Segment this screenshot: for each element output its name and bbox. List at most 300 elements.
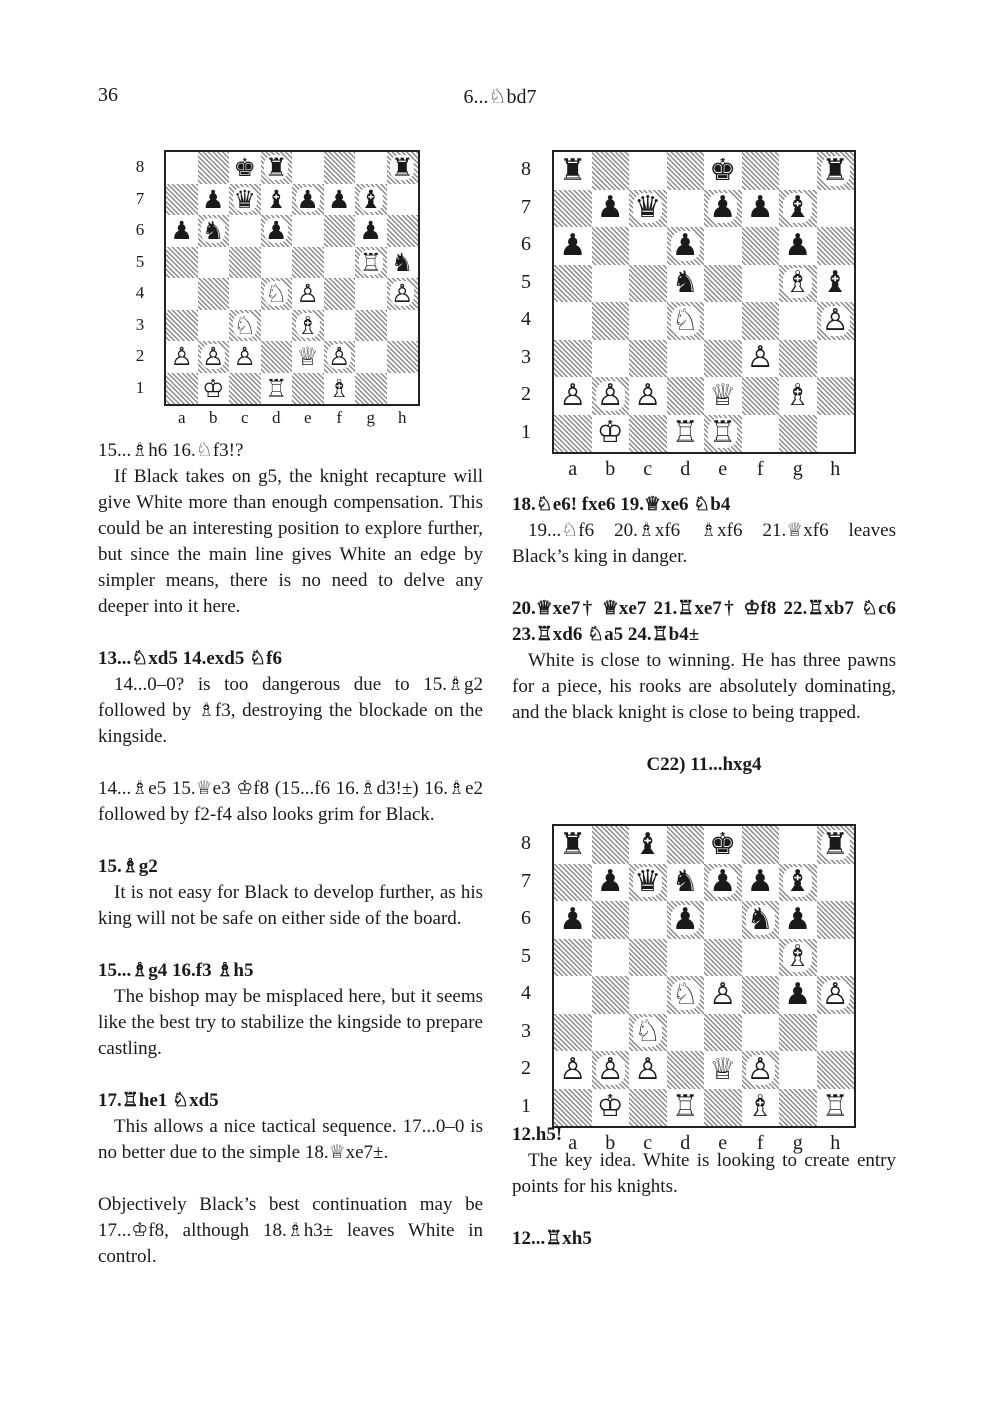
file-label: h [830,458,841,480]
square-c1 [629,415,667,453]
chess-piece-icon: ♙ [391,279,414,309]
square-c5 [229,247,261,279]
chessboard [164,150,420,406]
square-f7 [742,864,780,902]
square-g5 [779,265,817,303]
file-label: c [240,408,249,427]
square-b3 [198,310,230,342]
rank-label: 3 [135,314,145,334]
square-a1 [166,373,198,405]
paragraph: White is close to winning. He has three pawns for a piece, his rooks are absolutely dominating, and the black knight is close to being trapped. [512,650,896,723]
square-h7 [817,190,855,228]
square-b4 [592,302,630,340]
chess-piece-icon: ♔ [202,373,225,403]
move-heading: 18.♘e6! fxe6 19.♕xe6 ♘b4 [512,494,731,515]
rank-label: 4 [521,308,531,331]
square-g2 [779,377,817,415]
square-b1 [592,415,630,453]
chess-piece-icon: ♟ [784,976,812,1012]
square-g4 [355,278,387,310]
chess-piece-icon: ♞ [671,265,699,301]
chess-piece-icon: ♙ [821,976,849,1012]
left-column [98,438,483,1270]
chess-piece-icon: ♟ [746,864,774,900]
square-f2 [742,377,780,415]
square-f3 [324,310,356,342]
square-a8 [166,152,198,184]
chess-piece-icon: ♞ [202,216,225,246]
rank-label: 2 [521,383,531,406]
square-d6 [667,227,705,265]
square-b1 [198,373,230,405]
rank-label: 8 [521,158,531,181]
square-a8 [554,826,592,864]
square-h2 [387,341,419,373]
square-e7 [292,184,324,216]
square-f2 [742,1051,780,1089]
chess-piece-icon: ♟ [671,901,699,937]
file-label: b [605,1132,616,1154]
square-c3 [629,1014,667,1052]
chess-piece-icon: ♙ [634,377,662,413]
chess-piece-icon: ♜ [559,152,587,188]
square-e7 [704,190,742,228]
chess-piece-icon: ♜ [391,153,414,183]
square-e5 [292,247,324,279]
square-d6 [667,901,705,939]
chess-piece-icon: ♟ [596,864,624,900]
square-g8 [779,152,817,190]
square-d5 [667,265,705,303]
square-g7 [779,190,817,228]
rank-label: 2 [521,1057,531,1080]
square-f7 [324,184,356,216]
square-g5 [779,939,817,977]
chess-piece-icon: ♙ [328,342,351,372]
move-heading: 12...♖xh5 [512,1228,592,1249]
square-a7 [166,184,198,216]
square-a6 [554,227,592,265]
square-f5 [742,265,780,303]
file-label: h [830,1132,841,1154]
rank-label: 7 [521,869,531,892]
paragraph: Objectively Black’s best continuation may be 17...♔f8, although 18.♗h3± leaves White in control. [98,1194,483,1267]
square-g5 [355,247,387,279]
chess-piece-icon: ♝ [359,184,382,214]
square-e6 [292,215,324,247]
chess-piece-icon: ♜ [821,826,849,862]
square-d6 [261,215,293,247]
paragraph: 14...♗e5 15.♕e3 ♔f8 (15...f6 16.♗d3!±) 16.♗e2 followed by f2-f4 also looks grim for Black. [98,778,483,825]
chess-piece-icon: ♝ [784,190,812,226]
square-b5 [592,265,630,303]
chess-piece-icon: ♙ [596,377,624,413]
square-g4 [779,976,817,1014]
rank-label: 5 [521,944,531,967]
square-c6 [629,227,667,265]
square-f6 [742,901,780,939]
square-d3 [667,340,705,378]
rank-label: 7 [521,195,531,218]
chess-piece-icon: ♜ [821,152,849,188]
chess-piece-icon: ♙ [746,1051,774,1087]
chess-piece-icon: ♝ [784,864,812,900]
square-h8 [387,152,419,184]
square-c1 [229,373,261,405]
square-g3 [779,340,817,378]
square-e4 [704,976,742,1014]
square-a7 [554,190,592,228]
chess-piece-icon: ♛ [233,184,256,214]
square-f6 [324,215,356,247]
chessboard [552,150,856,454]
square-d4 [667,302,705,340]
square-e8 [704,152,742,190]
move-heading: 17.♖he1 ♘xd5 [98,1090,219,1111]
square-d1 [667,415,705,453]
square-g1 [355,373,387,405]
square-b5 [198,247,230,279]
chess-piece-icon: ♙ [634,1051,662,1087]
square-c2 [229,341,261,373]
square-g6 [355,215,387,247]
chess-piece-icon: ♙ [559,1051,587,1087]
square-e4 [292,278,324,310]
square-g2 [355,341,387,373]
chess-piece-icon: ♟ [265,216,288,246]
square-b6 [592,227,630,265]
square-c3 [629,340,667,378]
rank-label: 8 [521,832,531,855]
chess-piece-icon: ♘ [671,302,699,338]
chess-piece-icon: ♖ [821,1089,849,1125]
square-b4 [198,278,230,310]
square-h3 [817,340,855,378]
square-c4 [229,278,261,310]
paragraph: It is not easy for Black to develop further, as his king will not be safe on either side of the board. [98,882,483,929]
square-b2 [198,341,230,373]
square-g3 [355,310,387,342]
square-c3 [229,310,261,342]
square-c7 [229,184,261,216]
chess-piece-icon: ♟ [296,184,319,214]
square-g8 [355,152,387,184]
square-a2 [554,1051,592,1089]
chess-piece-icon: ♟ [784,901,812,937]
chess-piece-icon: ♛ [634,190,662,226]
rank-label: 5 [521,270,531,293]
chess-piece-icon: ♗ [784,939,812,975]
file-label: d [272,408,281,427]
chess-piece-icon: ♘ [233,310,256,340]
square-g4 [779,302,817,340]
move-heading: 15.♗g2 [98,856,158,877]
square-b8 [198,152,230,184]
chess-piece-icon: ♗ [328,373,351,403]
file-label: g [792,1132,803,1154]
file-label: a [568,458,578,480]
square-e2 [292,341,324,373]
file-label: e [303,408,312,427]
square-f6 [742,227,780,265]
square-f3 [742,340,780,378]
square-g1 [779,415,817,453]
square-b6 [198,215,230,247]
file-label: e [718,1132,728,1154]
square-e4 [704,302,742,340]
chess-piece-icon: ♔ [596,415,624,451]
square-a5 [166,247,198,279]
rank-label: 6 [521,233,531,256]
square-a6 [166,215,198,247]
chess-piece-icon: ♗ [784,377,812,413]
chess-piece-icon: ♜ [559,826,587,862]
chess-piece-icon: ♖ [671,415,699,451]
square-h7 [387,184,419,216]
chess-piece-icon: ♙ [233,342,256,372]
square-a4 [554,302,592,340]
paragraph: The bishop may be misplaced here, but it seems like the best try to stabilize the kingside to prepare castling. [98,986,483,1059]
square-b1 [592,1089,630,1127]
square-f5 [324,247,356,279]
move-heading: 13...♘xd5 14.exd5 ♘f6 [98,648,282,669]
chess-piece-icon: ♟ [328,184,351,214]
square-f8 [742,152,780,190]
square-d2 [667,377,705,415]
chess-piece-icon: ♘ [265,279,288,309]
square-c8 [229,152,261,184]
chess-piece-icon: ♟ [170,216,193,246]
rank-label: 5 [135,251,145,271]
square-h5 [817,265,855,303]
square-b7 [592,864,630,902]
rank-label: 1 [521,1094,531,1117]
chess-piece-icon: ♖ [709,415,737,451]
square-b8 [592,152,630,190]
square-e1 [704,415,742,453]
chess-piece-icon: ♙ [596,1051,624,1087]
square-a1 [554,415,592,453]
square-h4 [817,976,855,1014]
rank-label: 6 [521,907,531,930]
file-label: c [643,458,653,480]
file-label: h [398,408,407,427]
chess-piece-icon: ♟ [596,190,624,226]
chess-piece-icon: ♟ [709,864,737,900]
chess-piece-icon: ♟ [709,190,737,226]
square-f1 [742,415,780,453]
move-heading: 15...♗g4 16.f3 ♗h5 [98,960,254,981]
square-g6 [779,227,817,265]
square-a5 [554,265,592,303]
square-g7 [355,184,387,216]
square-e2 [704,377,742,415]
chess-piece-icon: ♕ [709,1051,737,1087]
square-f4 [324,278,356,310]
square-h3 [387,310,419,342]
rank-label: 1 [135,377,145,397]
square-h5 [387,247,419,279]
chess-piece-icon: ♙ [170,342,193,372]
square-c8 [629,152,667,190]
rank-label: 4 [135,283,145,303]
rank-label: 7 [135,188,145,208]
move-heading: 20.♕xe7† ♕xe7 21.♖xe7† ♔f8 22.♖xb7 ♘c6 23.♖xd6 ♘a5 24.♖b4± [512,598,896,645]
file-label: d [680,1132,691,1154]
square-c7 [629,190,667,228]
file-label: f [336,408,343,427]
chess-piece-icon: ♔ [596,1089,624,1125]
rank-label: 3 [521,345,531,368]
move-heading: 12.h5! [512,1124,563,1145]
chess-piece-icon: ♜ [265,153,288,183]
square-c2 [629,377,667,415]
square-f1 [324,373,356,405]
file-label: a [568,1132,578,1154]
square-a8 [554,152,592,190]
chess-piece-icon: ♙ [202,342,225,372]
square-b2 [592,377,630,415]
square-e5 [704,265,742,303]
file-label: b [209,408,218,427]
square-a3 [166,310,198,342]
square-f1 [742,1089,780,1127]
chess-piece-icon: ♚ [709,826,737,862]
chess-piece-icon: ♟ [784,227,812,263]
chess-piece-icon: ♟ [671,227,699,263]
chess-piece-icon: ♝ [265,184,288,214]
square-f7 [742,190,780,228]
chess-piece-icon: ♗ [296,310,319,340]
chess-piece-icon: ♞ [391,247,414,277]
chess-piece-icon: ♕ [296,342,319,372]
square-d1 [667,1089,705,1127]
square-g7 [779,864,817,902]
file-label: f [756,1132,764,1154]
paragraph: 14...0–0? is too dangerous due to 15.♗g2 followed by ♗f3, destroying the blockade on the kingside. [98,674,483,747]
chess-piece-icon: ♞ [671,864,699,900]
chess-piece-icon: ♗ [746,1089,774,1125]
paragraph: 19...♘f6 20.♗xf6 ♗xf6 21.♕xf6 leaves Black’s king in danger. [512,520,896,567]
paragraph: 15...♗h6 16.♘f3!? [98,440,244,461]
chess-piece-icon: ♕ [709,377,737,413]
right-column [512,492,896,1252]
chess-piece-icon: ♗ [784,265,812,301]
rank-label: 6 [135,220,145,240]
square-d1 [261,373,293,405]
file-label: c [643,1132,653,1154]
square-e7 [704,864,742,902]
rank-label: 3 [521,1019,531,1042]
square-h4 [817,302,855,340]
square-e3 [704,340,742,378]
move-heading: C22) 11...hxg4 [646,754,762,775]
square-e3 [292,310,324,342]
file-label: d [680,458,691,480]
chess-piece-icon: ♟ [202,184,225,214]
square-d8 [261,152,293,184]
square-h2 [817,377,855,415]
chess-piece-icon: ♖ [265,373,288,403]
paragraph: This allows a nice tactical sequence. 17...0–0 is no better due to the simple 18.♕xe7±. [98,1116,483,1163]
chess-piece-icon: ♞ [746,901,774,937]
square-e1 [292,373,324,405]
square-c5 [629,265,667,303]
file-label: g [792,458,803,480]
square-b7 [198,184,230,216]
square-d3 [261,310,293,342]
chess-piece-icon: ♘ [671,976,699,1012]
square-f2 [324,341,356,373]
square-h1 [817,415,855,453]
square-c6 [229,215,261,247]
square-f8 [324,152,356,184]
square-g6 [779,901,817,939]
square-h1 [387,373,419,405]
chess-piece-icon: ♚ [709,152,737,188]
square-d7 [667,190,705,228]
chess-piece-icon: ♘ [634,1014,662,1050]
square-h6 [817,227,855,265]
file-label: a [177,408,186,427]
chess-piece-icon: ♖ [671,1089,699,1125]
square-c7 [629,864,667,902]
chess-piece-icon: ♙ [746,340,774,376]
square-a2 [166,341,198,373]
rank-label: 8 [135,157,145,177]
rank-label: 1 [521,420,531,443]
square-a4 [166,278,198,310]
square-c2 [629,1051,667,1089]
square-h8 [817,826,855,864]
chess-piece-icon: ♙ [296,279,319,309]
chess-piece-icon: ♝ [821,265,849,301]
chess-piece-icon: ♚ [233,153,256,183]
square-e6 [704,227,742,265]
square-d2 [261,341,293,373]
square-c8 [629,826,667,864]
rank-label: 2 [135,346,145,366]
file-label: g [366,408,375,427]
square-d8 [667,152,705,190]
square-d7 [667,864,705,902]
chess-piece-icon: ♟ [559,901,587,937]
chess-piece-icon: ♖ [359,247,382,277]
square-a3 [554,340,592,378]
square-a2 [554,377,592,415]
paragraph: The key idea. White is looking to create entry points for his knights. [512,1150,896,1197]
chess-piece-icon: ♛ [634,864,662,900]
square-e2 [704,1051,742,1089]
square-f4 [742,302,780,340]
chess-piece-icon: ♙ [559,377,587,413]
square-c4 [629,302,667,340]
square-d5 [261,247,293,279]
chess-piece-icon: ♙ [709,976,737,1012]
square-d7 [261,184,293,216]
square-d4 [261,278,293,310]
square-h6 [387,215,419,247]
chess-piece-icon: ♟ [359,216,382,246]
square-e8 [292,152,324,184]
square-h4 [387,278,419,310]
running-head: 6...♘bd7 [463,86,537,108]
chess-piece-icon: ♟ [559,227,587,263]
square-b7 [592,190,630,228]
square-e8 [704,826,742,864]
file-label: b [605,458,616,480]
paragraph: If Black takes on g5, the knight recapture will give White more than enough compensation. This could be an interesting position to explore further, but since the main line gives White an edge by simpler means, there is no need to delve any deeper into it here. [98,466,483,617]
